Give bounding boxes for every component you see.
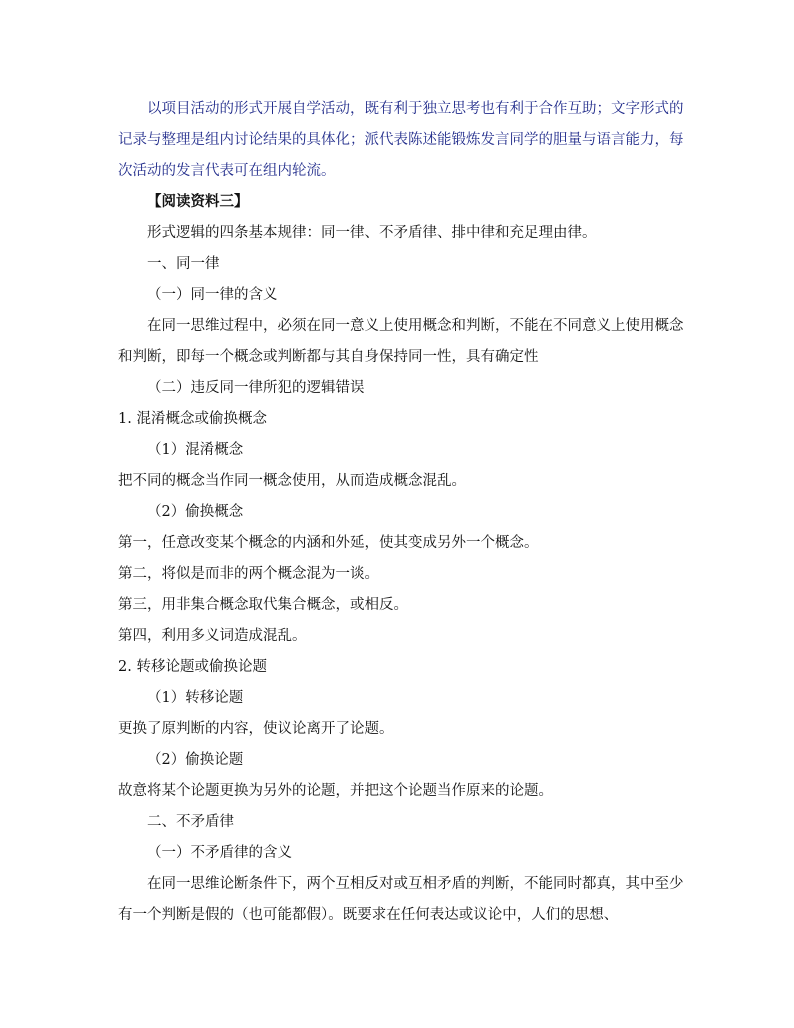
document-body: [118, 94, 690, 931]
paragraph: 在同一思维过程中，必须在同一意义上使用概念和判断，不能在不同意义上使用概念和判断，即每一个概念或判断都与其自身保持同一性，具有确定性: [118, 318, 684, 365]
text-line: 故意将某个论题更换为另外的论题，并把这个论题当作原来的论题。: [118, 783, 553, 799]
text-line: 第一，任意改变某个概念的内涵和外延，使其变成另外一个概念。: [118, 535, 539, 551]
section-heading: 【阅读资料三】: [147, 194, 249, 210]
numbered-heading: 2. 转移论题或偷换论题: [118, 659, 267, 675]
text-line: 第二，将似是而非的两个概念混为一谈。: [118, 566, 379, 582]
subsection-title: （二）违反同一律所犯的逻辑错误: [147, 380, 365, 396]
section-title: 二、不矛盾律: [147, 814, 234, 830]
subsection-title: （一）同一律的含义: [147, 287, 278, 303]
item-heading: （2）偷换论题: [147, 752, 244, 768]
subsection-title: （一）不矛盾律的含义: [147, 845, 292, 861]
item-heading: （1）转移论题: [147, 690, 244, 706]
intro-paragraph: 以项目活动的形式开展自学活动，既有利于独立思考也有利于合作互助；文字形式的记录与整理是组内讨论结果的具体化；派代表陈述能锻炼发言同学的胆量与语言能力，每次活动的发言代表可在组内轮流。: [118, 101, 684, 179]
text-line: 形式逻辑的四条基本规律：同一律、不矛盾律、排中律和充足理由律。: [147, 225, 597, 241]
text-line: 第三，用非集合概念取代集合概念，或相反。: [118, 597, 408, 613]
text-line: 更换了原判断的内容，使议论离开了论题。: [118, 721, 394, 737]
paragraph: 在同一思维论断条件下，两个互相反对或互相矛盾的判断，不能同时都真，其中至少有一个判断是假的（也可能都假）。既要求在任何表达或议论中，人们的思想、: [118, 876, 684, 923]
section-title: 一、同一律: [147, 256, 220, 272]
item-heading: （1）混淆概念: [147, 442, 244, 458]
text-line: 第四，利用多义词造成混乱。: [118, 628, 307, 644]
item-heading: （2）偷换概念: [147, 504, 244, 520]
numbered-heading: 1. 混淆概念或偷换概念: [118, 411, 267, 427]
text-line: 把不同的概念当作同一概念使用，从而造成概念混乱。: [118, 473, 466, 489]
